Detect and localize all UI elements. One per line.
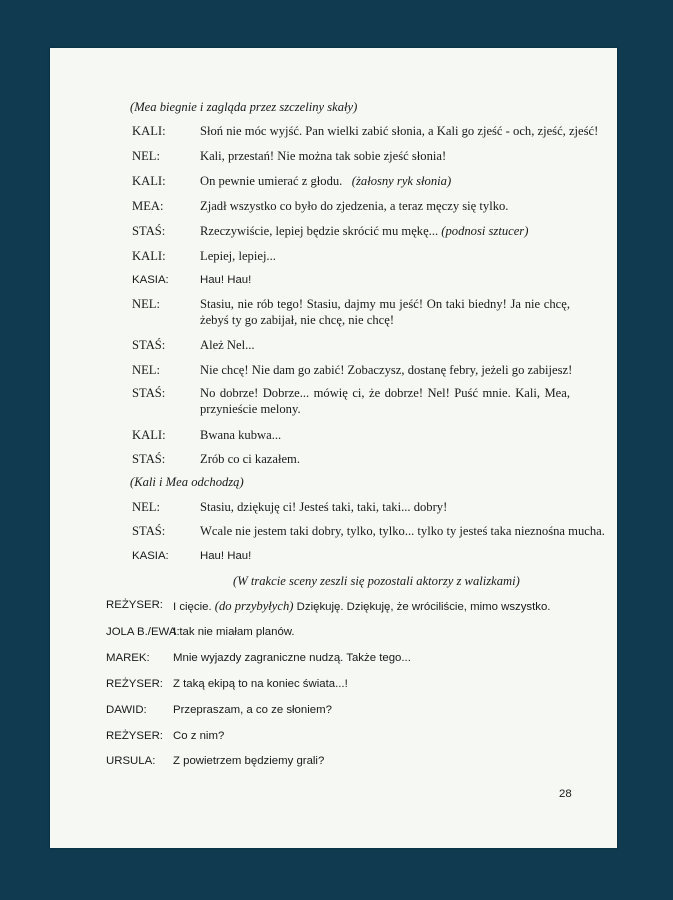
speaker-label: REŻYSER: [106,678,163,690]
dialogue-line [132,124,599,140]
dialogue-line [132,297,572,331]
dialogue-text: Mnie wyjazdy zagraniczne nudzą. Także tego... [173,652,411,664]
dialogue-line [132,224,572,240]
dialogue-text: Wcale nie jestem taki dobry, tylko, tylko... tylko ty jesteś taka nieznośna mucha. [200,524,605,538]
speaker-label: URSULA: [106,755,156,767]
dialogue-line [106,652,576,668]
speaker-label: NEL: [132,149,160,163]
speaker-label: NEL: [132,297,160,311]
dialogue-line [106,626,576,642]
dialogue-text: No dobrze! Dobrze... mówię ci, że dobrze! Nel! Puść mnie. Kali, Mea, przynieście melony. [200,386,570,416]
speaker-label: KALI: [132,174,166,188]
dialogue-line [132,199,572,215]
speaker-label: MEA: [132,199,164,213]
dialogue-text [173,599,550,614]
speaker-label: STAŚ: [132,524,166,538]
dialogue-speech: Rzeczywiście, lepiej będzie skrócić mu mękę... [200,224,439,238]
stage-direction: (Kali i Mea odchodzą) [130,475,244,489]
dialogue-text [200,174,451,189]
inline-stage-direction: (żałosny ryk słonia) [351,174,452,188]
dialogue-line [106,755,576,771]
dialogue-text: Co z nim? [173,730,225,742]
speaker-label: REŻYSER: [106,599,163,611]
dialogue-text: Stasiu, dziękuję ci! Jesteś taki, taki, taki... dobry! [200,500,448,514]
dialogue-speech: On pewnie umierać z głodu. [200,174,343,188]
dialogue-line [106,704,576,720]
stage-direction: (W trakcie sceny zeszli się pozostali aktorzy z walizkami) [233,574,520,588]
dialogue-text: Kali, przestań! Nie można tak sobie zjeść słonia! [200,149,447,163]
dialogue-line [106,599,576,615]
dialogue-line [132,452,572,468]
dialogue-line [132,249,572,265]
dialogue-line [132,174,572,190]
page-number: 28 [559,788,572,800]
speaker-label: JOLA B./EWA: [106,626,180,638]
dialogue-text: Z taką ekipą to na koniec świata...! [173,678,348,690]
dialogue-text: Przepraszam, a co ze słoniem? [173,704,332,716]
dialogue-line [132,338,572,354]
dialogue-text: Stasiu, nie rób tego! Stasiu, dajmy mu jeść! On taki biedny! Ja nie chcę, żebyś ty go zabijał, nie chcę, nie chcę! [200,297,570,327]
speaker-label: MAREK: [106,652,150,664]
dialogue-line [132,500,572,516]
dialogue-text: Z powietrzem będziemy grali? [173,755,325,767]
speaker-label: KASIA: [132,274,169,286]
dialogue-line [132,274,572,290]
speaker-label: STAŚ: [132,224,166,238]
dialogue-text: Zrób co ci kazałem. [200,452,300,466]
dialogue-line [106,730,576,746]
dialogue-line [132,550,572,566]
dialogue-line [132,428,572,444]
dialogue-line [132,363,572,379]
speaker-label: STAŚ: [132,452,166,466]
speaker-label: KALI: [132,428,166,442]
dialogue-text: Hau! Hau! [200,274,252,286]
dialogue-speech: Dziękuję. Dziękuję, że wróciliście, mimo wszystko. [296,601,551,613]
speaker-label: REŻYSER: [106,730,163,742]
speaker-label: KALI: [132,124,166,138]
speaker-label: NEL: [132,363,160,377]
speaker-label: STAŚ: [132,338,166,352]
script-page [50,48,617,848]
inline-stage-direction: (do przybyłych) [214,599,294,613]
dialogue-text: Lepiej, lepiej... [200,249,276,263]
dialogue-text: Bwana kubwa... [200,428,282,442]
dialogue-line [132,524,605,540]
speaker-label: DAWID: [106,704,147,716]
dialogue-text: Ależ Nel... [200,338,255,352]
dialogue-line [106,678,576,694]
speaker-label: KASIA: [132,550,169,562]
speaker-label: STAŚ: [132,386,166,400]
stage-direction: (Mea biegnie i zagląda przez szczeliny skały) [130,100,358,114]
dialogue-line [132,386,572,420]
speaker-label: NEL: [132,500,160,514]
speaker-label: KALI: [132,249,166,263]
dialogue-text: Zjadł wszystko co było do zjedzenia, a teraz męczy się tylko. [200,199,509,213]
inline-stage-direction: (podnosi sztucer) [441,224,529,238]
dialogue-line [132,149,572,165]
dialogue-text: Nie chcę! Nie dam go zabić! Zobaczysz, dostanę febry, jeżeli go zabijesz! [200,363,573,377]
dialogue-text: Słoń nie móc wyjść. Pan wielki zabić słonia, a Kali go zjeść - och, zjeść, zjeść! [200,124,599,138]
dialogue-text [200,224,528,239]
dialogue-speech: I cięcie. [173,601,212,613]
dialogue-text: I tak nie miałam planów. [173,626,295,638]
dialogue-text: Hau! Hau! [200,550,252,562]
